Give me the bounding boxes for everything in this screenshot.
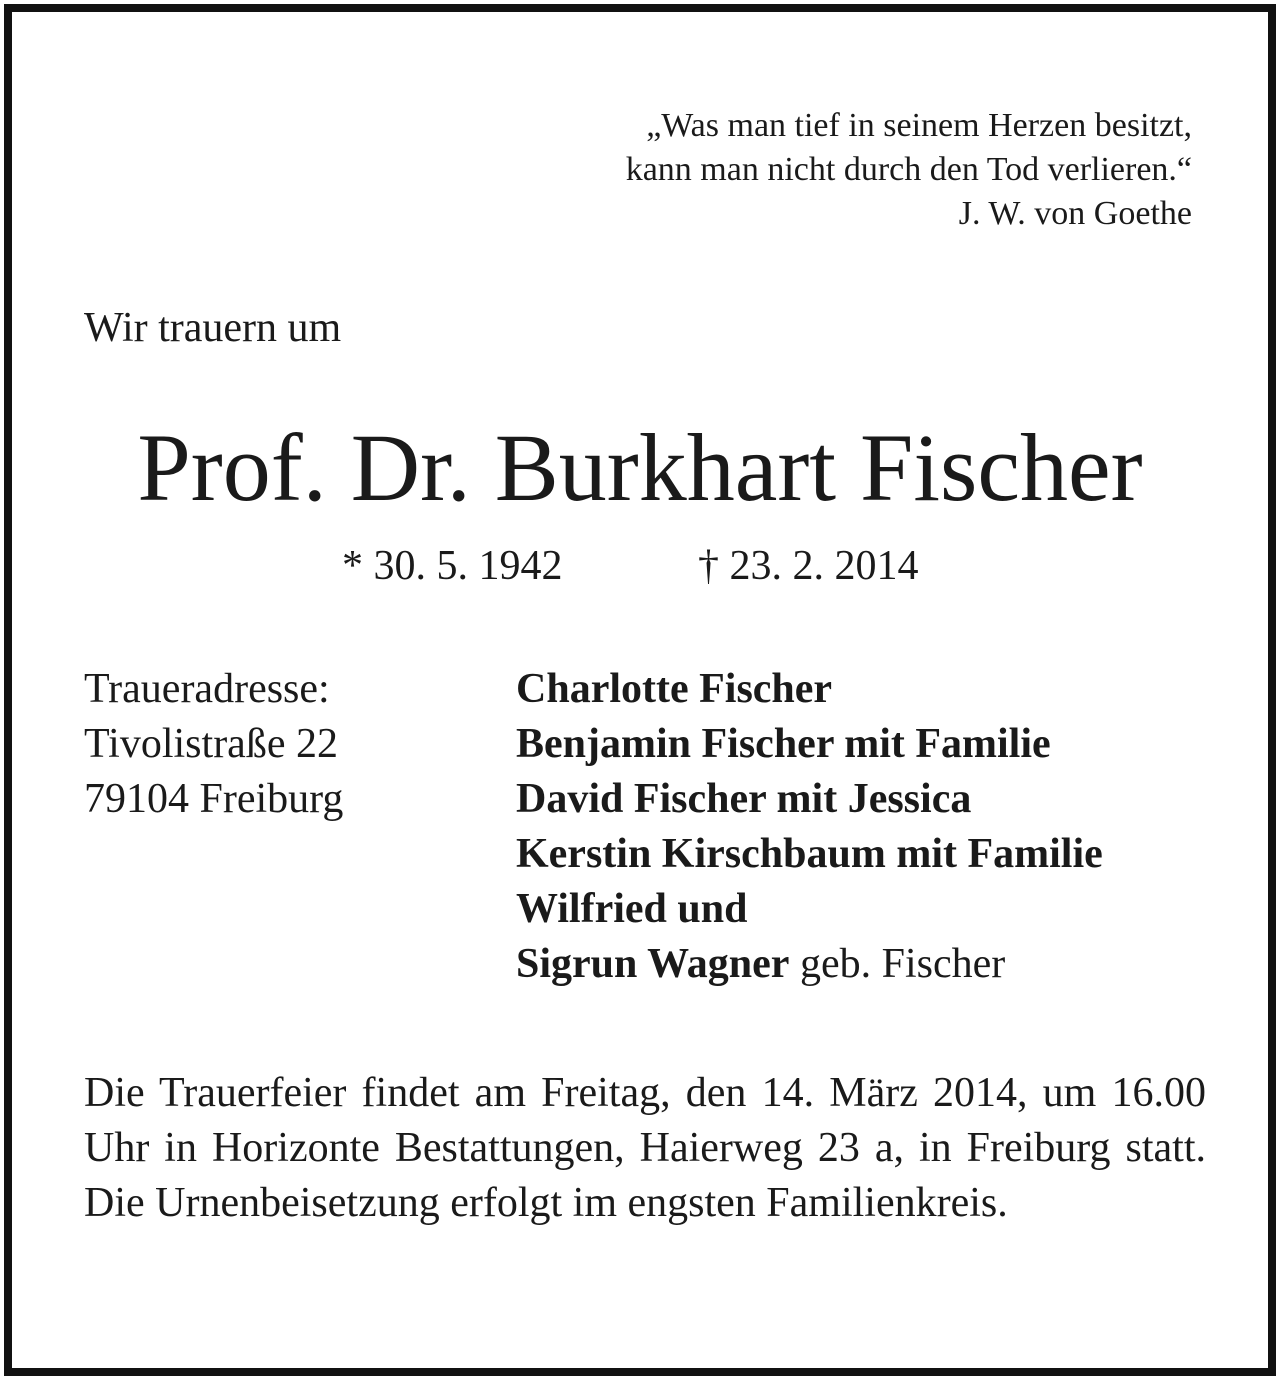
quote-line-1: „Was man tief in seinem Herzen besitzt, xyxy=(646,107,1192,144)
family-list xyxy=(516,662,1103,992)
death-date: † 23. 2. 2014 xyxy=(698,543,919,589)
family-member: Wilfried und xyxy=(516,886,748,932)
quote-line-2: kann man nicht durch den Tod verlieren.“ xyxy=(625,151,1192,188)
family-member-maiden-name: geb. Fischer xyxy=(789,941,1006,987)
intro-text: Wir trauern um xyxy=(84,305,342,351)
address-street: Tivolistraße 22 xyxy=(84,721,338,767)
obituary-notice xyxy=(4,4,1276,1376)
quote-author: J. W. von Goethe xyxy=(958,195,1192,232)
family-member-last xyxy=(516,937,1103,992)
quote-block xyxy=(626,104,1192,236)
family-member: Charlotte Fischer xyxy=(516,666,833,712)
birth-date: * 30. 5. 1942 xyxy=(342,543,563,589)
family-member: David Fischer mit Jessica xyxy=(516,776,972,822)
family-member: Benjamin Fischer mit Familie xyxy=(516,721,1051,767)
mourning-address xyxy=(84,662,343,827)
family-member-name: Sigrun Wagner xyxy=(516,941,790,987)
address-city: 79104 Freiburg xyxy=(84,776,344,822)
address-label: Traueradresse: xyxy=(84,666,330,712)
deceased-name: Prof. Dr. Burkhart Fischer xyxy=(137,414,1143,521)
family-member: Kerstin Kirschbaum mit Familie xyxy=(516,831,1103,877)
ceremony-text: Die Trauerfeier findet am Freitag, den 14. März 2014, um 16.00 Uhr in Horizonte Bestattungen, Haierweg 23 a, in Freiburg statt. Die Urnenbeisetzung erfolgt im engsten Familienkreis. xyxy=(84,1070,1206,1226)
